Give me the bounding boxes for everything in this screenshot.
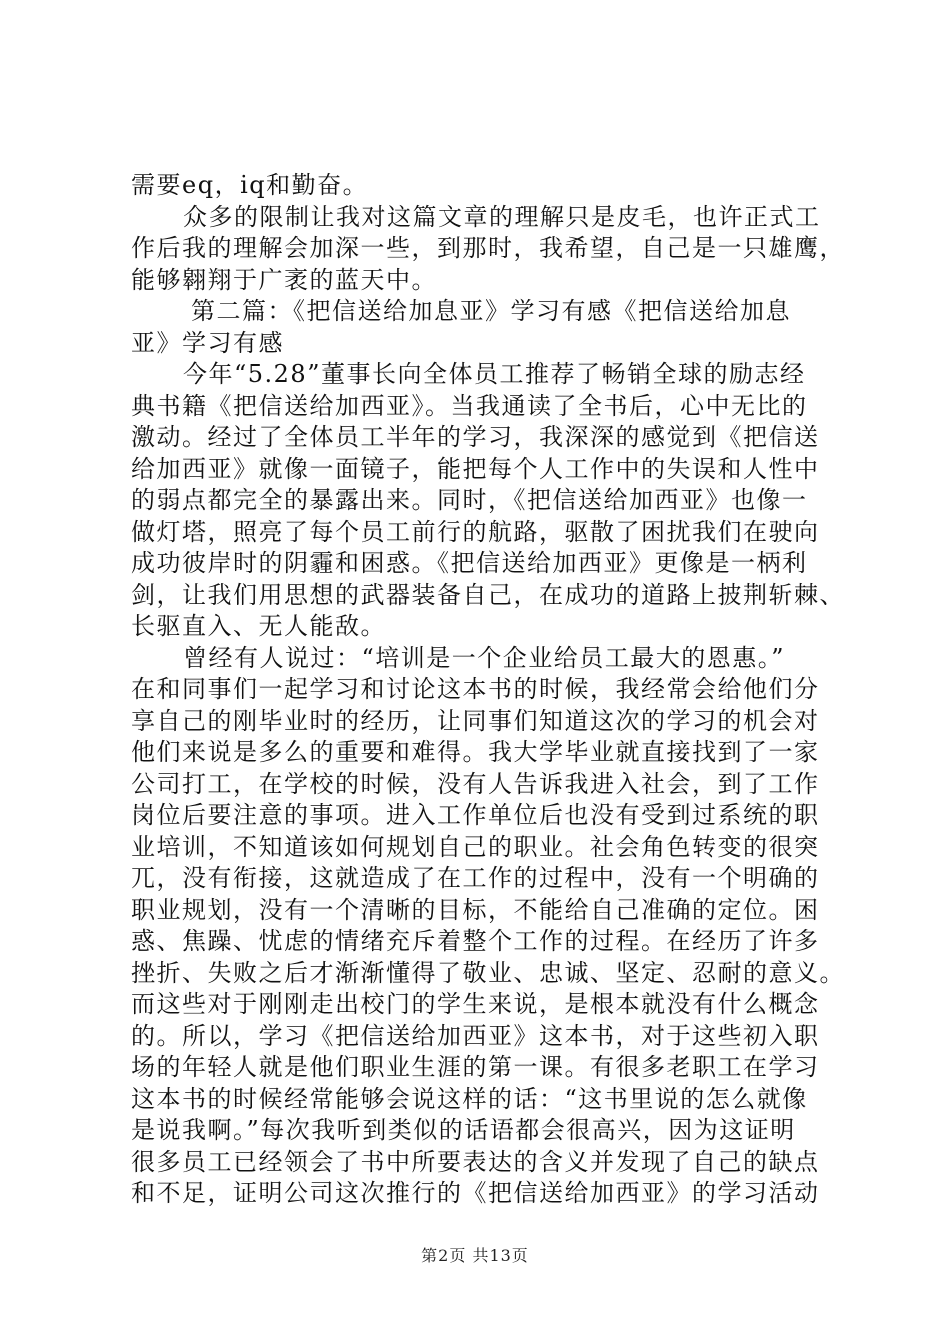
text-line: 是说我啊。”每次我听到类似的话语都会很高兴，因为这证明 [131,1116,796,1144]
text-line: 需要eq，iq和勤奋。 [131,171,369,199]
text-line: 给加西亚》就像一面镜子，能把每个人工作中的失误和人性中 [131,454,820,483]
text-line: 成功彼岸时的阴霾和困惑。《把信送给加西亚》更像是一柄利 [131,549,808,577]
text-line: 挫折、失败之后才渐渐懂得了敬业、忠诚、坚定、忍耐的意义。 [131,958,845,987]
text-line: 能够翱翔于广袤的蓝天中。 [131,265,437,294]
text-line: 众多的限制让我对这篇文章的理解只是皮毛，也许正式工 [183,202,821,231]
text-line: 的弱点都完全的暴露出来。同时，《把信送给加西亚》也像一 [131,486,808,514]
text-line: 业培训，不知道该如何规划自己的职业。社会角色转变的很突 [131,832,820,861]
text-line: 激动。经过了全体员工半年的学习，我深深的感觉到《把信送 [131,423,820,451]
section-heading: 亚》学习有感 [131,328,284,357]
section-heading: 第二篇：《把信送给加息亚》学习有感《把信送给加息 [191,297,791,325]
text-line: 这本书的时候经常能够会说这样的话：“这书里说的怎么就像 [131,1084,808,1113]
text-line: 做灯塔，照亮了每个员工前行的航路，驱散了困扰我们在驶向 [131,517,820,546]
text-line: 岗位后要注意的事项。进入工作单位后也没有受到过系统的职 [131,801,820,829]
text-line: 曾经有人说过：“培训是一个企业给员工最大的恩惠。” [183,643,786,672]
text-line: 长驱直入、无人能敌。 [131,612,386,640]
text-line: 兀，没有衔接，这就造成了在工作的过程中，没有一个明确的 [131,864,820,892]
page-number-footer: 第2页 共13页 [421,1246,529,1265]
text-line: 典书籍《把信送给加西亚》。当我通读了全书后，心中无比的 [131,391,808,420]
text-line: 在和同事们一起学习和讨论这本书的时候，我经常会给他们分 [131,675,820,703]
text-line: 他们来说是多么的重要和难得。我大学毕业就直接找到了一家 [131,738,820,766]
text-line: 惑、焦躁、忧虑的情绪充斥着整个工作的过程。在经历了许多 [131,927,820,955]
text-line: 和不足，证明公司这次推行的《把信送给加西亚》的学习活动 [131,1179,820,1207]
text-line: 的。所以，学习《把信送给加西亚》这本书，对于这些初入职 [131,1021,820,1050]
text-line: 职业规划，没有一个清晰的目标，不能给自己准确的定位。困 [131,895,820,924]
text-line: 而这些对于刚刚走出校门的学生来说，是根本就没有什么概念 [131,990,820,1018]
text-line: 公司打工，在学校的时候，没有人告诉我进入社会，到了工作 [131,769,820,798]
text-line: 今年“5.28”董事长向全体员工推荐了畅销全球的励志经 [183,360,806,388]
text-line: 享自己的刚毕业时的经历，让同事们知道这次的学习的机会对 [131,706,820,735]
document-body [131,170,845,1210]
text-line: 场的年轻人就是他们职业生涯的第一课。有很多老职工在学习 [131,1053,820,1081]
text-line: 剑，让我们用思想的武器装备自己，在成功的道路上披荆斩棘、 [131,580,845,609]
text-line: 作后我的理解会加深一些，到那时，我希望，自己是一只雄鹰， [131,234,845,262]
text-line: 很多员工已经领会了书中所要表达的含义并发现了自己的缺点 [131,1147,820,1176]
